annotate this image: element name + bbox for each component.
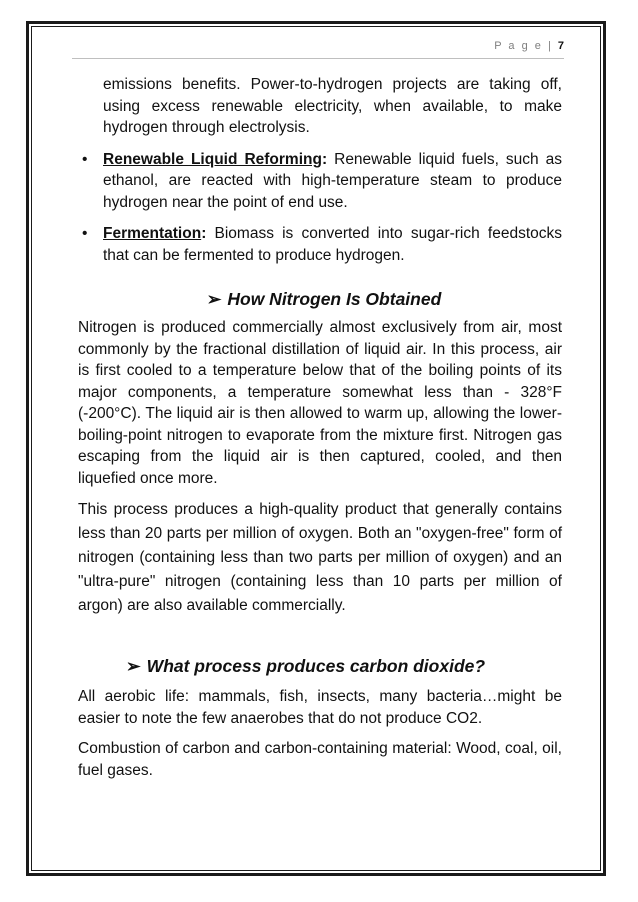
page-content xyxy=(78,74,562,781)
bullet-renewable-liquid-reforming xyxy=(78,149,562,214)
bullet-paragraph xyxy=(103,223,562,266)
page-label: P a g e | xyxy=(494,40,553,52)
co2-paragraph-1: All aerobic life: mammals, fish, insects, many bacteria…might be easier to note the few anaerobes that do not produce CO2. xyxy=(78,688,562,727)
co2-paragraph-2: Combustion of carbon and carbon-containing material: Wood, coal, oil, fuel gases. xyxy=(78,740,562,779)
heading-text: What process produces carbon dioxide? xyxy=(146,656,486,676)
page-number: 7 xyxy=(557,40,564,52)
section-heading-nitrogen xyxy=(78,287,562,311)
nitrogen-paragraph-2: This process produces a high-quality product that generally contains less than 20 parts per million of oxygen. Both an "oxygen-free" form of nitrogen (containing less than two parts per million of oxygen) and an "ultra-pure" nitrogen (containing less than 10 parts per million of argon) are also available commercially. xyxy=(78,501,562,614)
bullet-dot-icon: • xyxy=(82,150,88,168)
bullet-dot-icon: • xyxy=(82,225,88,242)
section-heading-co2 xyxy=(78,654,562,678)
bullet-term: Renewable Liquid Reforming xyxy=(103,150,322,168)
arrow-right-icon: ➢ xyxy=(206,289,222,309)
bullet-fermentation xyxy=(78,223,562,266)
bullet-text: Biomass is converted into sugar-rich feedstocks that can be fermented to produce hydrogen. xyxy=(103,225,562,264)
bullet-colon: : xyxy=(321,150,328,168)
intro-paragraph: emissions benefits. Power-to-hydrogen projects are taking off, using excess renewable electricity, when available, to make hydrogen through electrolysis. xyxy=(103,76,562,136)
arrow-right-icon: ➢ xyxy=(126,656,141,676)
nitrogen-paragraph-1: Nitrogen is produced commercially almost exclusively from air, most commonly by the fractional distillation of liquid air. In this process, air is first cooled to a temperature below that of the boiling points of its major components, a temperature somewhat less than - 328°F (-200°C). The liquid air is then allowed to warm up, allowing the lower-boiling-point nitrogen to evaporate from the mixture first. Nitrogen gas escaping from the liquid air is then captured, cooled, and then liquefied once more. xyxy=(78,319,562,487)
page-header xyxy=(72,38,564,59)
bullet-text: Renewable liquid fuels, such as ethanol, are reacted with high-temperature steam to produce hydrogen near the point of end use. xyxy=(103,150,562,211)
heading-text: How Nitrogen Is Obtained xyxy=(227,289,442,309)
bullet-term: Fermentation xyxy=(103,225,202,242)
bullet-colon: : xyxy=(201,225,207,242)
bullet-paragraph xyxy=(103,149,562,214)
